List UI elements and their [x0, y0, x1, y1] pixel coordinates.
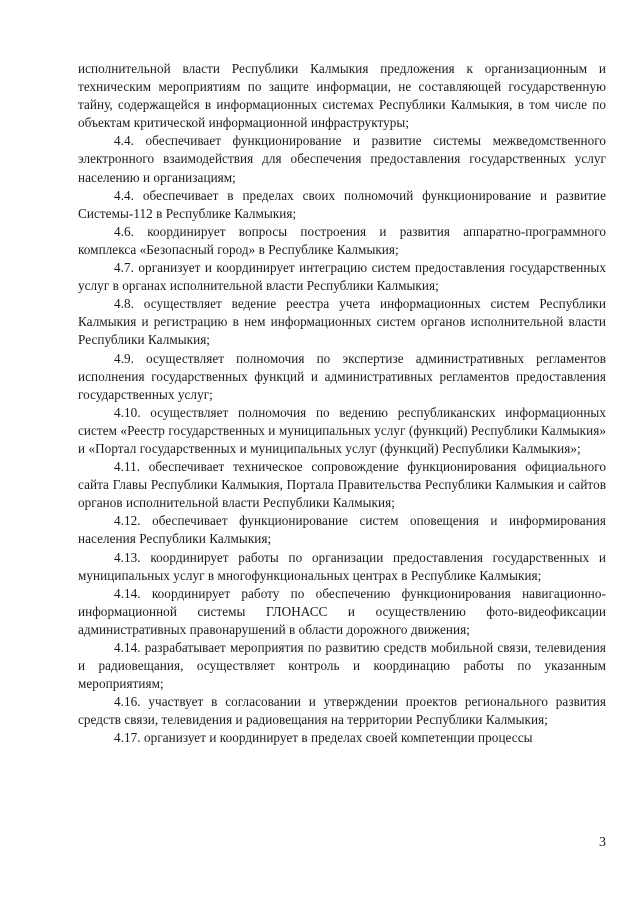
document-body	[78, 60, 606, 748]
paragraph-4-6: 4.6. координирует вопросы построения и развития аппаратно-программного комплекса «Безопасный город» в Республике Калмыкия;	[78, 223, 606, 257]
paragraph-4-10: 4.10. осуществляет полномочия по ведению республиканских информационных систем «Реестр государственных и муниципальных услуг (функций) Республики Калмыкия» и «Портал государственных и муниципальных услуг (функций) Республики Калмыкия»;	[78, 404, 606, 456]
paragraph-4-9: 4.9. осуществляет полномочия по экспертизе административных регламентов исполнения государственных функций и административных регламентов предоставления государственных услуг;	[78, 350, 606, 402]
paragraph-4-12: 4.12. обеспечивает функционирование систем оповещения и информирования населения Республики Калмыкия;	[78, 513, 606, 547]
paragraph-4-13: 4.13. координирует работы по организации предоставления государственных и муниципальных услуг в многофункциональных центрах в Республике Калмыкия;	[78, 549, 606, 583]
paragraph-4-14-mobile: 4.14. разрабатывает мероприятия по развитию средств мобильной связи, телевидения и радиовещания, осуществляет контроль и координацию работы по указанным мероприятиям;	[78, 640, 606, 692]
paragraph-4-4-smev: 4.4. обеспечивает функционирование и развитие системы межведомственного электронного взаимодействия для обеспечения предоставления государственных услуг населению и организациям;	[78, 133, 606, 185]
page-number: 3	[599, 835, 606, 850]
paragraph-4-11: 4.11. обеспечивает техническое сопровождение функционирования официального сайта Главы Республики Калмыкия, Портала Правительства Республики Калмыкия и сайтов органов исполнительной власти Республики Калмыкия;	[78, 459, 606, 511]
paragraph-4-16: 4.16. участвует в согласовании и утверждении проектов регионального развития средств связи, телевидения и радиовещания на территории Республики Калмыкия;	[78, 694, 606, 728]
paragraph-4-17: 4.17. организует и координирует в пределах своей компетенции процессы	[114, 730, 533, 746]
paragraph-4-14-glonass: 4.14. координирует работу по обеспечению функционирования навигационно-информационной системы ГЛОНАСС и осуществлению фото-видеофиксации административных правонарушений в области дорожного движения;	[78, 585, 606, 637]
paragraph-4-4-system-112: 4.4. обеспечивает в пределах своих полномочий функционирование и развитие Системы-112 в Республике Калмыкия;	[78, 187, 606, 221]
paragraph-4-8: 4.8. осуществляет ведение реестра учета информационных систем Республики Калмыкия и регистрацию в нем информационных систем органов исполнительной власти Республики Калмыкия;	[78, 296, 606, 348]
paragraph-4-7: 4.7. организует и координирует интеграцию систем предоставления государственных услуг в органах исполнительной власти Республики Калмыкия;	[78, 260, 606, 294]
paragraph-continuation: исполнительной власти Республики Калмыкия предложения к организационным и техническим мероприятиям по защите информации, не составляющей государственную тайну, содержащейся в информационных системах Республики Калмыкия, в том числе по объектам критической информационной инфраструктуры;	[78, 61, 606, 131]
